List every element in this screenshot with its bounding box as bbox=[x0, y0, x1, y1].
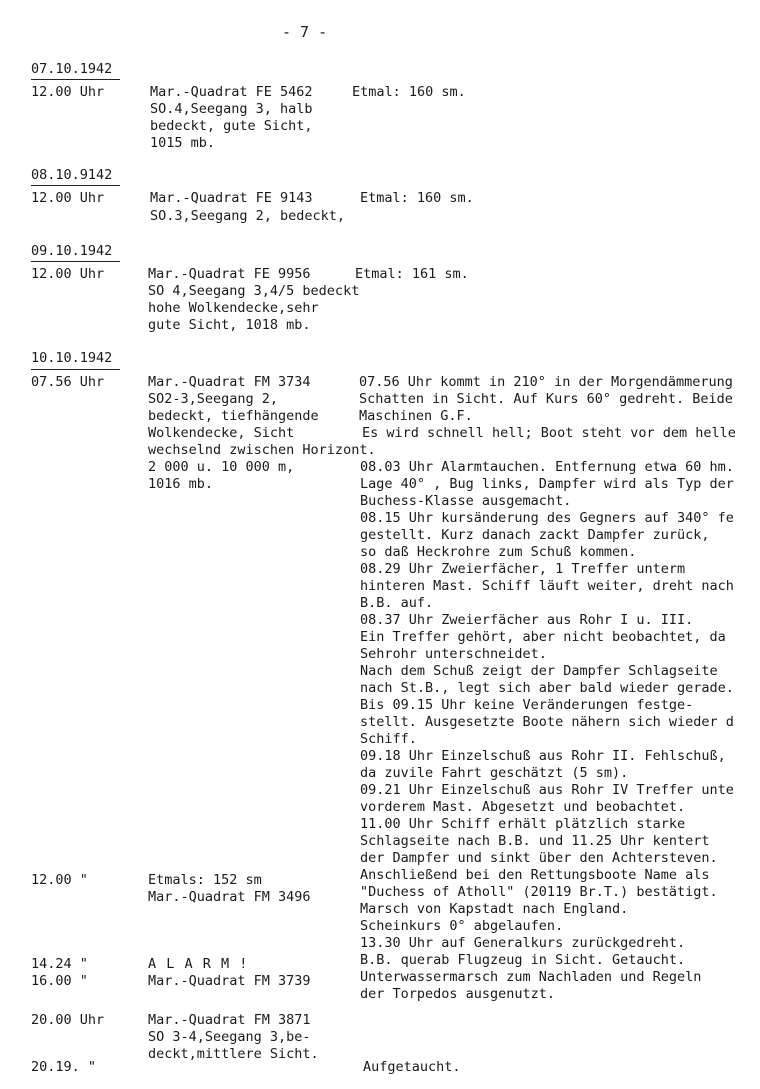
entry-time: 20.00 Uhr bbox=[31, 1012, 105, 1028]
narrative-line: "Duchess of Atholl" (20119 Br.T.) bestätigt. bbox=[360, 884, 718, 900]
date-underline bbox=[31, 185, 120, 186]
position-line: 1015 mb. bbox=[150, 135, 216, 151]
narrative-line: Unterwassermarsch zum Nachladen und Regeln bbox=[360, 969, 702, 985]
position-line: Mar.-Quadrat FM 3734 bbox=[148, 374, 311, 390]
narrative-line: 09.18 Uhr Einzelschuß aus Rohr II. Fehlschuß, bbox=[360, 748, 726, 764]
narrative-line: Schlagseite nach B.B. und 11.25 Uhr kentert bbox=[360, 833, 710, 849]
narrative-line: hinteren Mast. Schiff läuft weiter, dreht nach bbox=[360, 578, 734, 594]
position-line: 1016 mb. bbox=[148, 476, 214, 492]
position-line: hohe Wolkendecke,sehr bbox=[148, 300, 319, 316]
entry-date: 10.10.1942 bbox=[31, 350, 113, 366]
alarm-note: A L A R M ! bbox=[148, 956, 249, 972]
narrative-line: so daß Heckrohre zum Schuß kommen. bbox=[360, 544, 637, 560]
date-underline bbox=[31, 261, 120, 262]
entry-time: 16.00 " bbox=[31, 973, 88, 989]
narrative-line: Sehrohr unterschneidet. bbox=[360, 646, 547, 662]
page-number: - 7 - bbox=[282, 23, 328, 41]
entry-time: 14.24 " bbox=[31, 956, 88, 972]
entry-date: 09.10.1942 bbox=[31, 243, 113, 259]
position-line: SO 4,Seegang 3,4/5 bedeckt bbox=[148, 283, 360, 299]
entry-time: 12.00 Uhr bbox=[31, 84, 105, 100]
position-line: gute Sicht, 1018 mb. bbox=[148, 317, 311, 333]
note-line: Mar.-Quadrat FM 3496 bbox=[148, 889, 311, 905]
date-underline bbox=[31, 79, 120, 80]
entry-time: 12.00 Uhr bbox=[31, 190, 105, 206]
date-underline bbox=[31, 369, 120, 370]
narrative-line: 08.03 Uhr Alarmtauchen. Entfernung etwa 60 hm. bbox=[360, 459, 734, 475]
position-line: bedeckt, gute Sicht, bbox=[150, 118, 313, 134]
note-line: Mar.-Quadrat FM 3871 bbox=[148, 1012, 311, 1028]
narrative-line: der Torpedos ausgenutzt. bbox=[360, 986, 556, 1002]
entry-time: 20.19. " bbox=[31, 1059, 97, 1075]
note-line: Mar.-Quadrat FM 3739 bbox=[148, 973, 311, 989]
narrative-line: Buchess-Klasse ausgemacht. bbox=[360, 493, 572, 509]
narrative-line: Schatten in Sicht. Auf Kurs 60° gedreht. Beide bbox=[359, 391, 733, 407]
narrative-line: 13.30 Uhr auf Generalkurs zurückgedreht. bbox=[360, 935, 686, 951]
etmal: Etmal: 161 sm. bbox=[355, 266, 469, 282]
narrative-line: 08.37 Uhr Zweierfächer aus Rohr I u. III. bbox=[360, 612, 694, 628]
narrative-line: Scheinkurs 0° abgelaufen. bbox=[360, 918, 564, 934]
position-line: Mar.-Quadrat FE 5462 bbox=[150, 84, 313, 100]
entry-time: 12.00 " bbox=[31, 872, 88, 888]
narrative-line: Bis 09.15 Uhr keine Veränderungen festge- bbox=[360, 697, 694, 713]
narrative-line: B.B. auf. bbox=[360, 595, 434, 611]
narrative-line: der Dampfer und sinkt über den Achtersteven. bbox=[360, 850, 718, 866]
narrative-line: Ein Treffer gehört, aber nicht beobachtet, da bbox=[360, 629, 726, 645]
narrative-line: Es wird schnell hell; Boot steht vor dem helle bbox=[362, 425, 736, 441]
entry-time: 07.56 Uhr bbox=[31, 374, 105, 390]
final-note: Aufgetaucht. bbox=[363, 1059, 461, 1075]
narrative-line: vorderem Mast. Abgesetzt und beobachtet. bbox=[360, 799, 686, 815]
position-line: SO2-3,Seegang 2, bbox=[148, 391, 279, 407]
narrative-line: B.B. querab Flugzeug in Sicht. Getaucht. bbox=[360, 952, 686, 968]
position-line: 2 000 u. 10 000 m, bbox=[148, 459, 295, 475]
narrative-line: 09.21 Uhr Einzelschuß aus Rohr IV Treffer unte bbox=[360, 782, 734, 798]
narrative-line: 08.15 Uhr kursänderung des Gegners auf 340° fe bbox=[360, 510, 734, 526]
note-line: Etmals: 152 sm bbox=[148, 872, 262, 888]
narrative-line: 11.00 Uhr Schiff erhält plätzlich starke bbox=[360, 816, 686, 832]
narrative-line: da zuvile Fahrt geschätzt (5 sm). bbox=[360, 765, 629, 781]
position-line: Mar.-Quadrat FE 9143 bbox=[150, 190, 313, 206]
narrative-line: Marsch von Kapstadt nach England. bbox=[360, 901, 629, 917]
position-line: wechselnd zwischen Horizont. bbox=[148, 442, 376, 458]
position-line: Wolkendecke, Sicht bbox=[148, 425, 295, 441]
narrative-line: Nach dem Schuß zeigt der Dampfer Schlagseite bbox=[360, 663, 718, 679]
narrative-line: 07.56 Uhr kommt in 210° in der Morgendämmerung bbox=[359, 374, 733, 390]
position-line: SO.3,Seegang 2, bedeckt, bbox=[150, 208, 346, 224]
entry-time: 12.00 Uhr bbox=[31, 266, 105, 282]
narrative-line: Maschinen G.F. bbox=[359, 408, 473, 424]
position-line: SO.4,Seegang 3, halb bbox=[150, 101, 313, 117]
narrative-line: stellt. Ausgesetzte Boote nähern sich wieder d bbox=[360, 714, 734, 730]
narrative-line: gestellt. Kurz danach zackt Dampfer zurück, bbox=[360, 527, 710, 543]
etmal: Etmal: 160 sm. bbox=[352, 84, 466, 100]
note-line: SO 3-4,Seegang 3,be- bbox=[148, 1029, 311, 1045]
narrative-line: Anschließend bei den Rettungsboote Name als bbox=[360, 867, 710, 883]
narrative-line: 08.29 Uhr Zweierfächer, 1 Treffer unterm bbox=[360, 561, 686, 577]
narrative-line: Lage 40° , Bug links, Dampfer wird als Typ der bbox=[360, 476, 734, 492]
position-line: Mar.-Quadrat FE 9956 bbox=[148, 266, 311, 282]
narrative-line: nach St.B., legt sich aber bald wieder gerade. bbox=[360, 680, 734, 696]
note-line: deckt,mittlere Sicht. bbox=[148, 1046, 319, 1062]
etmal: Etmal: 160 sm. bbox=[360, 190, 474, 206]
narrative-line: Schiff. bbox=[360, 731, 417, 747]
entry-date: 07.10.1942 bbox=[31, 61, 113, 77]
position-line: bedeckt, tiefhängende bbox=[148, 408, 319, 424]
entry-date: 08.10.9142 bbox=[31, 167, 113, 183]
